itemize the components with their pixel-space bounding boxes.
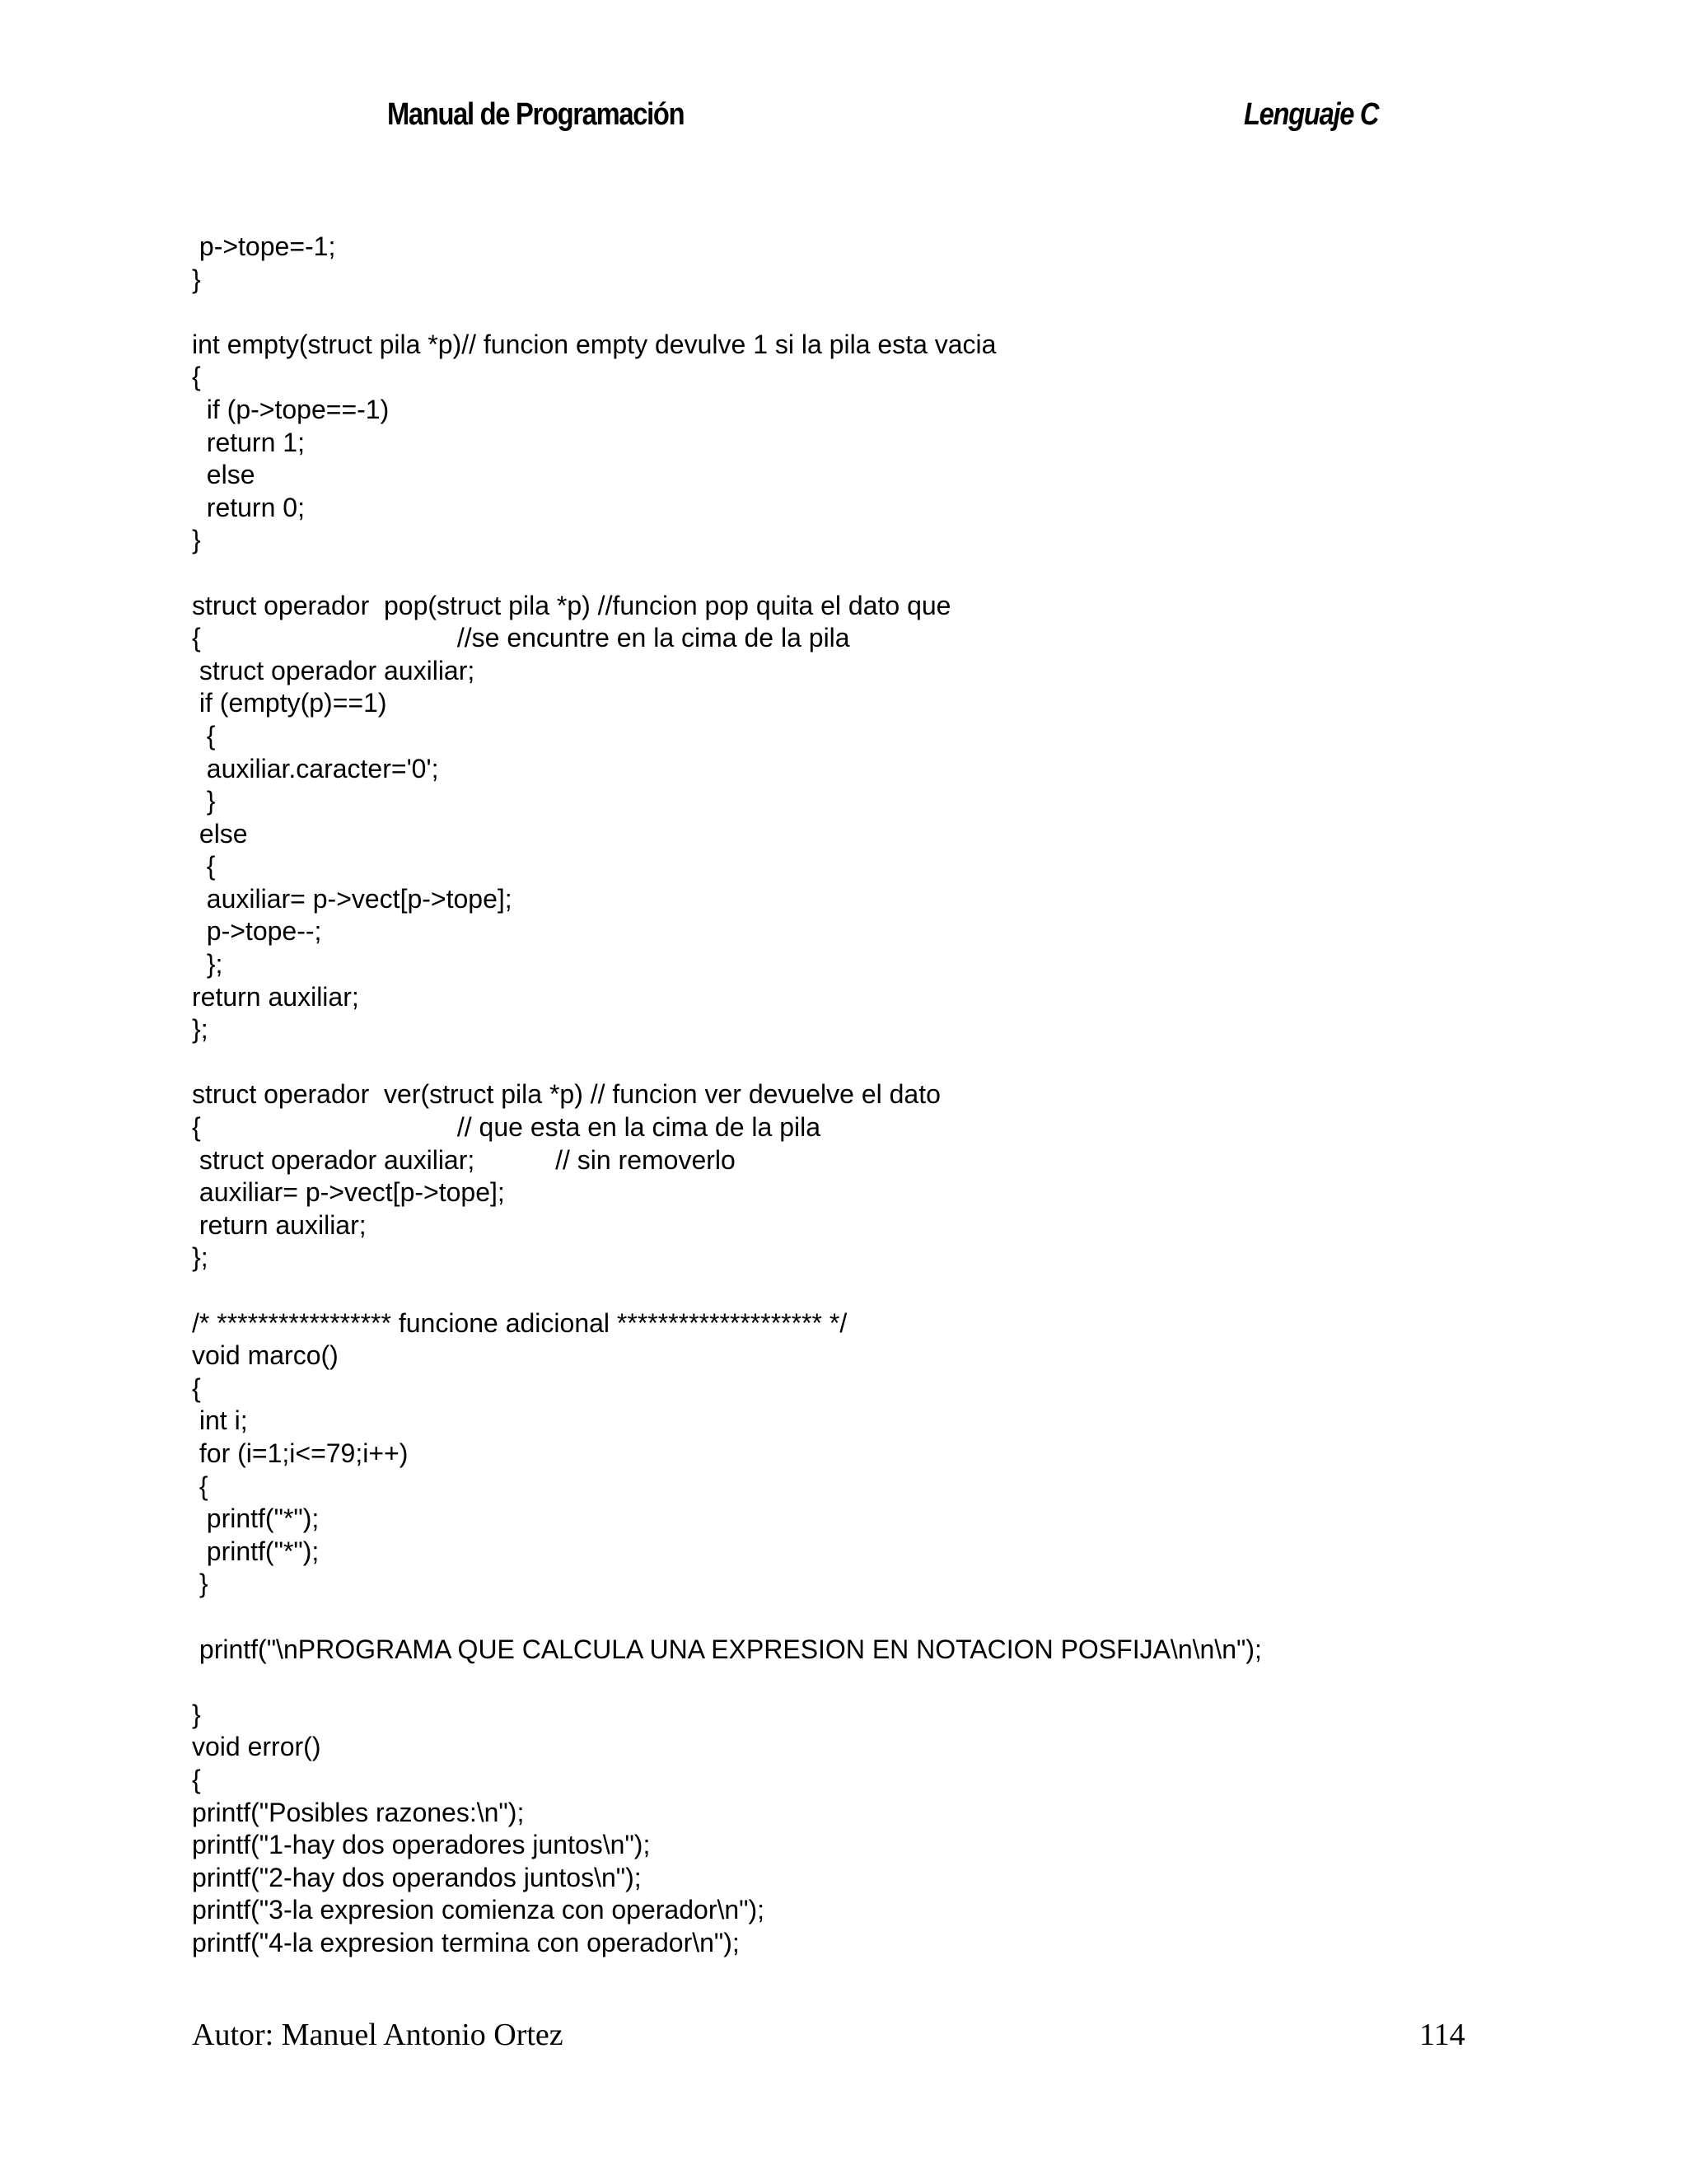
code-line: int i;	[192, 1405, 248, 1436]
code-line: if (p->tope==-1)	[192, 394, 390, 424]
code-line: p->tope--;	[192, 916, 322, 947]
code-line: printf("*");	[192, 1504, 320, 1534]
code-line: void error()	[192, 1732, 321, 1762]
page-number: 114	[1419, 2018, 1465, 2052]
code-line: }	[192, 1699, 201, 1729]
code-line: struct operador auxiliar; // sin removerlo	[192, 1144, 736, 1175]
document-title: Manual de Programación	[387, 97, 685, 132]
code-line: };	[192, 949, 223, 980]
code-line: { //se encuntre en la cima de la pila	[192, 623, 850, 653]
code-line	[192, 1666, 1625, 1699]
code-line: {	[192, 851, 216, 882]
code-line: struct operador ver(struct pila *p) // funcion ver devuelve el dato	[192, 1079, 941, 1110]
code-line: auxiliar= p->vect[p->tope];	[192, 883, 512, 914]
code-line: return auxiliar;	[192, 981, 359, 1012]
code-line: { // que esta en la cima de la pila	[192, 1112, 821, 1143]
code-line: printf("2-hay dos operandos juntos\n");	[192, 1862, 642, 1892]
code-line: };	[192, 1014, 208, 1045]
code-line: {	[192, 1764, 201, 1794]
code-line: }	[192, 1569, 208, 1599]
code-line: if (empty(p)==1)	[192, 688, 387, 718]
code-line: /* ***************** funcione adicional ******************** */	[192, 1307, 848, 1338]
code-line: {	[192, 720, 216, 751]
code-line	[192, 296, 1625, 329]
code-line: printf("*");	[192, 1536, 320, 1566]
footer-author: Autor: Manuel Antonio Ortez	[192, 2018, 563, 2052]
code-line: {	[192, 1373, 201, 1403]
code-line: printf("Posibles razones:\n");	[192, 1797, 525, 1827]
code-line: auxiliar.caracter='0';	[192, 753, 439, 783]
code-line	[192, 1274, 1625, 1307]
code-line: };	[192, 1242, 208, 1273]
code-line: {	[192, 1471, 208, 1501]
code-line: return 1;	[192, 427, 305, 457]
code-line	[192, 1601, 1625, 1634]
code-line: for (i=1;i<=79;i++)	[192, 1438, 409, 1468]
code-line: int empty(struct pila *p)// funcion empty devulve 1 si la pila esta vacia	[192, 329, 997, 359]
code-line: printf("3-la expresion comienza con operador\n");	[192, 1895, 765, 1925]
code-listing	[192, 231, 1625, 1959]
code-line: auxiliar= p->vect[p->tope];	[192, 1177, 505, 1208]
code-line: return 0;	[192, 492, 305, 522]
code-line: else	[192, 460, 255, 490]
code-line: printf("4-la expresion termina con operador\n");	[192, 1927, 740, 1957]
code-line: else	[192, 818, 248, 849]
document-subject: Lenguaje C	[1244, 97, 1379, 132]
code-line: {	[192, 362, 201, 392]
code-line: void marco()	[192, 1340, 339, 1371]
code-line	[192, 1046, 1625, 1079]
code-line: p->tope=-1;	[192, 231, 336, 261]
code-line: printf("1-hay dos operadores juntos\n");	[192, 1830, 651, 1860]
code-line: struct operador pop(struct pila *p) //funcion pop quita el dato que	[192, 590, 951, 620]
code-line: }	[192, 786, 216, 816]
code-line: struct operador auxiliar;	[192, 655, 475, 685]
code-line: return auxiliar;	[192, 1209, 367, 1240]
code-line	[192, 557, 1625, 590]
code-line: }	[192, 525, 201, 555]
code-line: }	[192, 264, 201, 294]
code-line: printf("\nPROGRAMA QUE CALCULA UNA EXPRESION EN NOTACION POSFIJA\n\n\n");	[192, 1634, 1262, 1664]
